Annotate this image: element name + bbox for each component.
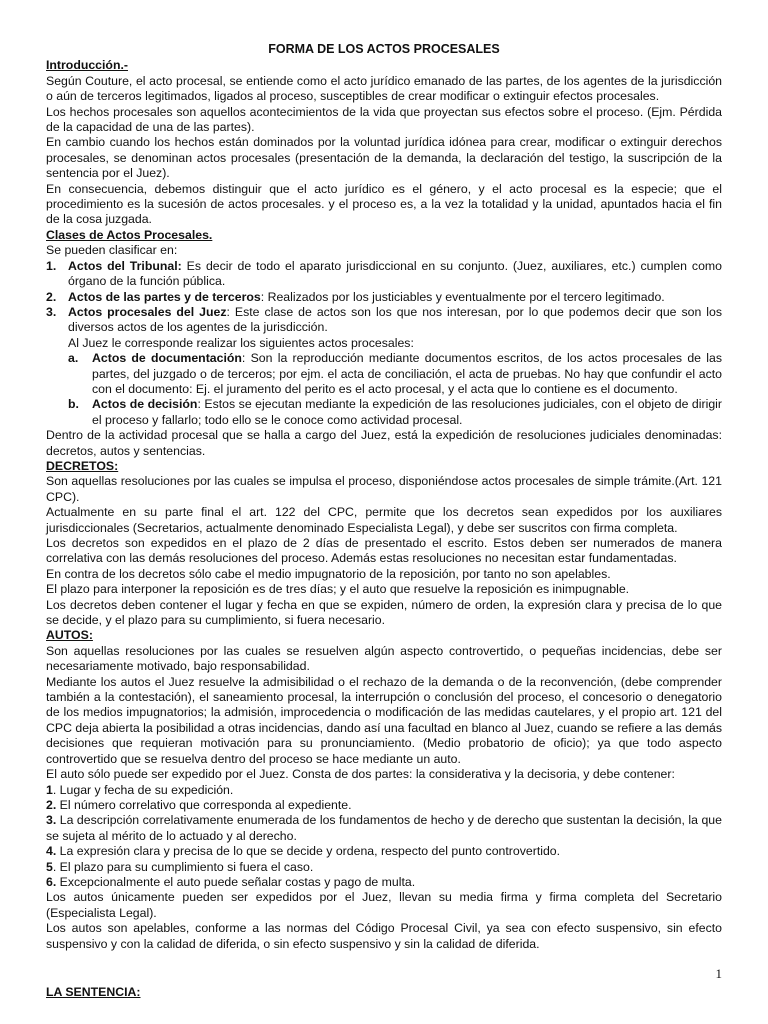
decretos-paragraph: Actualmente en su parte final el art. 122 del CPC, permite que los decretos sean expedidos por los auxiliares jurisdiccionales (Secretarios, actualmente denominado Especialista Legal), y debe ser suscritos con firma completa. xyxy=(46,505,722,535)
decretos-paragraph: En contra de los decretos sólo cabe el medio impugnatorio de la reposición, por tanto no son apelables. xyxy=(46,566,611,581)
page-number: 1 xyxy=(715,966,722,981)
list-item xyxy=(46,290,722,305)
list-text: : Realizados por los justiciables y eventualmente por el tercero legitimado. xyxy=(260,289,665,304)
autos-after-paragraph: Los autos únicamente pueden ser expedidos por el Juez, llevan su media firma y firma completa del Secretario (Especialista Legal). xyxy=(46,890,722,920)
sub-list-item xyxy=(46,351,722,397)
autos-heading: AUTOS: xyxy=(46,628,93,643)
autos-numbered-item xyxy=(46,860,722,875)
list-item xyxy=(46,259,722,290)
juez-lead: Al Juez le corresponde realizar los siguientes actos procesales: xyxy=(68,335,414,350)
decretos-paragraph: El plazo para interponer la reposición es de tres días; y el auto que resuelve la reposición es inimpugnable. xyxy=(46,582,630,597)
intro-paragraph-1: Según Couture, el acto procesal, se entiende como el acto jurídico emanado de las partes, de los agentes de la jurisdicción o aún de terceros legitimados, ligados al proceso, susceptibles de crear modificar o extinguir efectos procesales. xyxy=(46,73,722,104)
item-text: Excepcionalmente el auto puede señalar costas y pago de multa. xyxy=(56,874,416,889)
autos-numbered-item xyxy=(46,798,722,813)
decretos-paragraph: Los decretos son expedidos en el plazo de 2 días de presentado el escrito. Estos deben ser numerados de manera correlativa con las demás resoluciones del proceso. Además estas resoluciones no necesitan estar fundamentadas. xyxy=(46,536,722,566)
item-text: La expresión clara y precisa de lo que se decide y ordena, respecto del punto controvertido. xyxy=(56,844,561,859)
decretos-paragraph: Son aquellas resoluciones por las cuales se impulsa el proceso, disponiéndose actos procesales de simple trámite.(Art. 121 CPC). xyxy=(46,474,722,504)
document-title: FORMA DE LOS ACTOS PROCESALES xyxy=(268,42,500,56)
intro-paragraph-3: En cambio cuando los hechos están dominados por la voluntad jurídica idónea para crear, modificar o extinguir derechos procesales, se denominan actos procesales (presentación de la demanda, la declaración del testigo, la suscripción de la sentencia por el Juez). xyxy=(46,135,722,181)
list-number: 3. xyxy=(46,304,57,319)
list-text: Es decir de todo el aparato jurisdiccional en su conjunto. (Juez, auxiliares, etc.) cumplen como órgano de la función pública. xyxy=(68,258,722,289)
autos-numbered-item xyxy=(46,783,722,798)
sub-list-letter: a. xyxy=(68,351,79,366)
list-term: Actos procesales del Juez xyxy=(68,304,227,319)
intro-paragraph-4: En consecuencia, debemos distinguir que el acto jurídico es el género, y el acto procesal es la especie; que el procedimiento es la sucesión de actos procesales. y el proceso es, a la vez la totalidad y la unidad, apuntados hacia el fin de la cosa juzgada. xyxy=(46,181,722,227)
decretos-paragraph: Los decretos deben contener el lugar y fecha en que se expiden, número de orden, la expresión clara y precisa de lo que se decide, y el plazo para su cumplimiento, si fuera necesario. xyxy=(46,597,722,628)
list-text: : Este clase de actos son los que nos interesan, por lo que podemos decir que son los diversos actos de los agentes de la jurisdicción. xyxy=(68,304,723,335)
decretos-heading: DECRETOS: xyxy=(46,458,119,473)
clases-heading: Clases de Actos Procesales. xyxy=(46,227,213,242)
autos-numbered-item xyxy=(46,813,722,844)
autos-after-paragraph: Los autos son apelables, conforme a las normas del Código Procesal Civil, ya sea con efecto suspensivo, sin efecto suspensivo y con la calidad de diferida, o sin efecto suspensivo y sin la calidad de diferida. xyxy=(46,921,722,951)
clases-closing: Dentro de la actividad procesal que se halla a cargo del Juez, está la expedición de resoluciones judiciales denominadas: decretos, autos y sentencias. xyxy=(46,428,722,458)
intro-paragraph-2: Los hechos procesales son aquellos acontecimientos de la vida que proyectan sus efectos sobre el proceso. (Ejm. Pérdida de la capacidad de una de las partes). xyxy=(46,104,722,135)
list-term: Actos de las partes y de terceros xyxy=(68,289,261,304)
autos-numbered-item xyxy=(46,844,722,859)
item-number: 3. xyxy=(46,813,57,828)
intro-heading: Introducción.- xyxy=(46,58,128,73)
sentencia-heading: LA SENTENCIA: xyxy=(46,984,141,999)
sub-list-term: Actos de documentación xyxy=(92,351,242,366)
item-number: 4. xyxy=(46,844,57,859)
sub-list-text: : Son la reproducción mediante documentos escritos, de los actos procesales de las partes, del juzgado o de terceros; por ejm. el acta de conciliación, el acta de pruebas. No hay que confundir el acto con el documento: Ej. el juramento del perito es el acto procesal, y el acta que lo contiene es el documento. xyxy=(92,351,722,396)
sub-list-term: Actos de decisión xyxy=(92,397,198,412)
item-number: 5 xyxy=(46,859,53,874)
autos-numbered-item xyxy=(46,875,722,890)
spacer xyxy=(46,952,722,985)
sub-list-item xyxy=(46,397,722,428)
item-text: . El plazo para su cumplimiento si fuera el caso. xyxy=(52,859,314,874)
item-text: La descripción correlativamente enumerada de los fundamentos de hecho y de derecho que sustentan la decisión, la que se sujeta al mérito de lo actuado y al derecho. xyxy=(46,813,722,843)
autos-paragraph: El auto sólo puede ser expedido por el Juez. Consta de dos partes: la considerativa y la decisoria, y debe contener: xyxy=(46,767,675,782)
list-item xyxy=(46,305,722,336)
item-text: El número correlativo que corresponda al expediente. xyxy=(56,797,352,812)
item-number: 2. xyxy=(46,797,57,812)
autos-paragraph: Mediante los autos el Juez resuelve la admisibilidad o el rechazo de la demanda o de la reconvención, (debe comprender también a la contestación), el saneamiento procesal, la interrupción o conclusión del proceso, el concesorio o denegatorio de los medios impugnatorios; la admisión, improcedencia o modificación de las medidas cautelares, y el propio art. 121 del CPC deja abierta la posibilidad a otras incidencias, dando así una facultad en blanco al Juez, cuando se refiere a las demás decisiones que requieran motivación para su pronunciamiento. (Medio probatorio de oficio); ya que todo aspecto controvertido que se resuelva dentro del proceso se hace mediante un auto. xyxy=(46,674,722,766)
item-number: 1 xyxy=(46,782,53,797)
clases-lead: Se pueden clasificar en: xyxy=(46,243,178,258)
sub-list-text: : Estos se ejecutan mediante la expedición de las resoluciones judiciales, con el objeto de dirigir el proceso y fallarlo; todo ello se le conoce como actividad procesal. xyxy=(92,397,722,427)
list-number: 2. xyxy=(46,289,57,304)
sub-list-letter: b. xyxy=(68,397,79,412)
clases-list xyxy=(46,259,722,428)
list-term: Actos del Tribunal: xyxy=(68,258,182,273)
item-number: 6. xyxy=(46,874,57,889)
list-number: 1. xyxy=(46,258,57,273)
item-text: . Lugar y fecha de su expedición. xyxy=(52,782,234,797)
autos-paragraph: Son aquellas resoluciones por las cuales se resuelven algún aspecto controvertido, o pequeñas incidencias, debe ser necesariamente motivado, bajo responsabilidad. xyxy=(46,643,722,674)
